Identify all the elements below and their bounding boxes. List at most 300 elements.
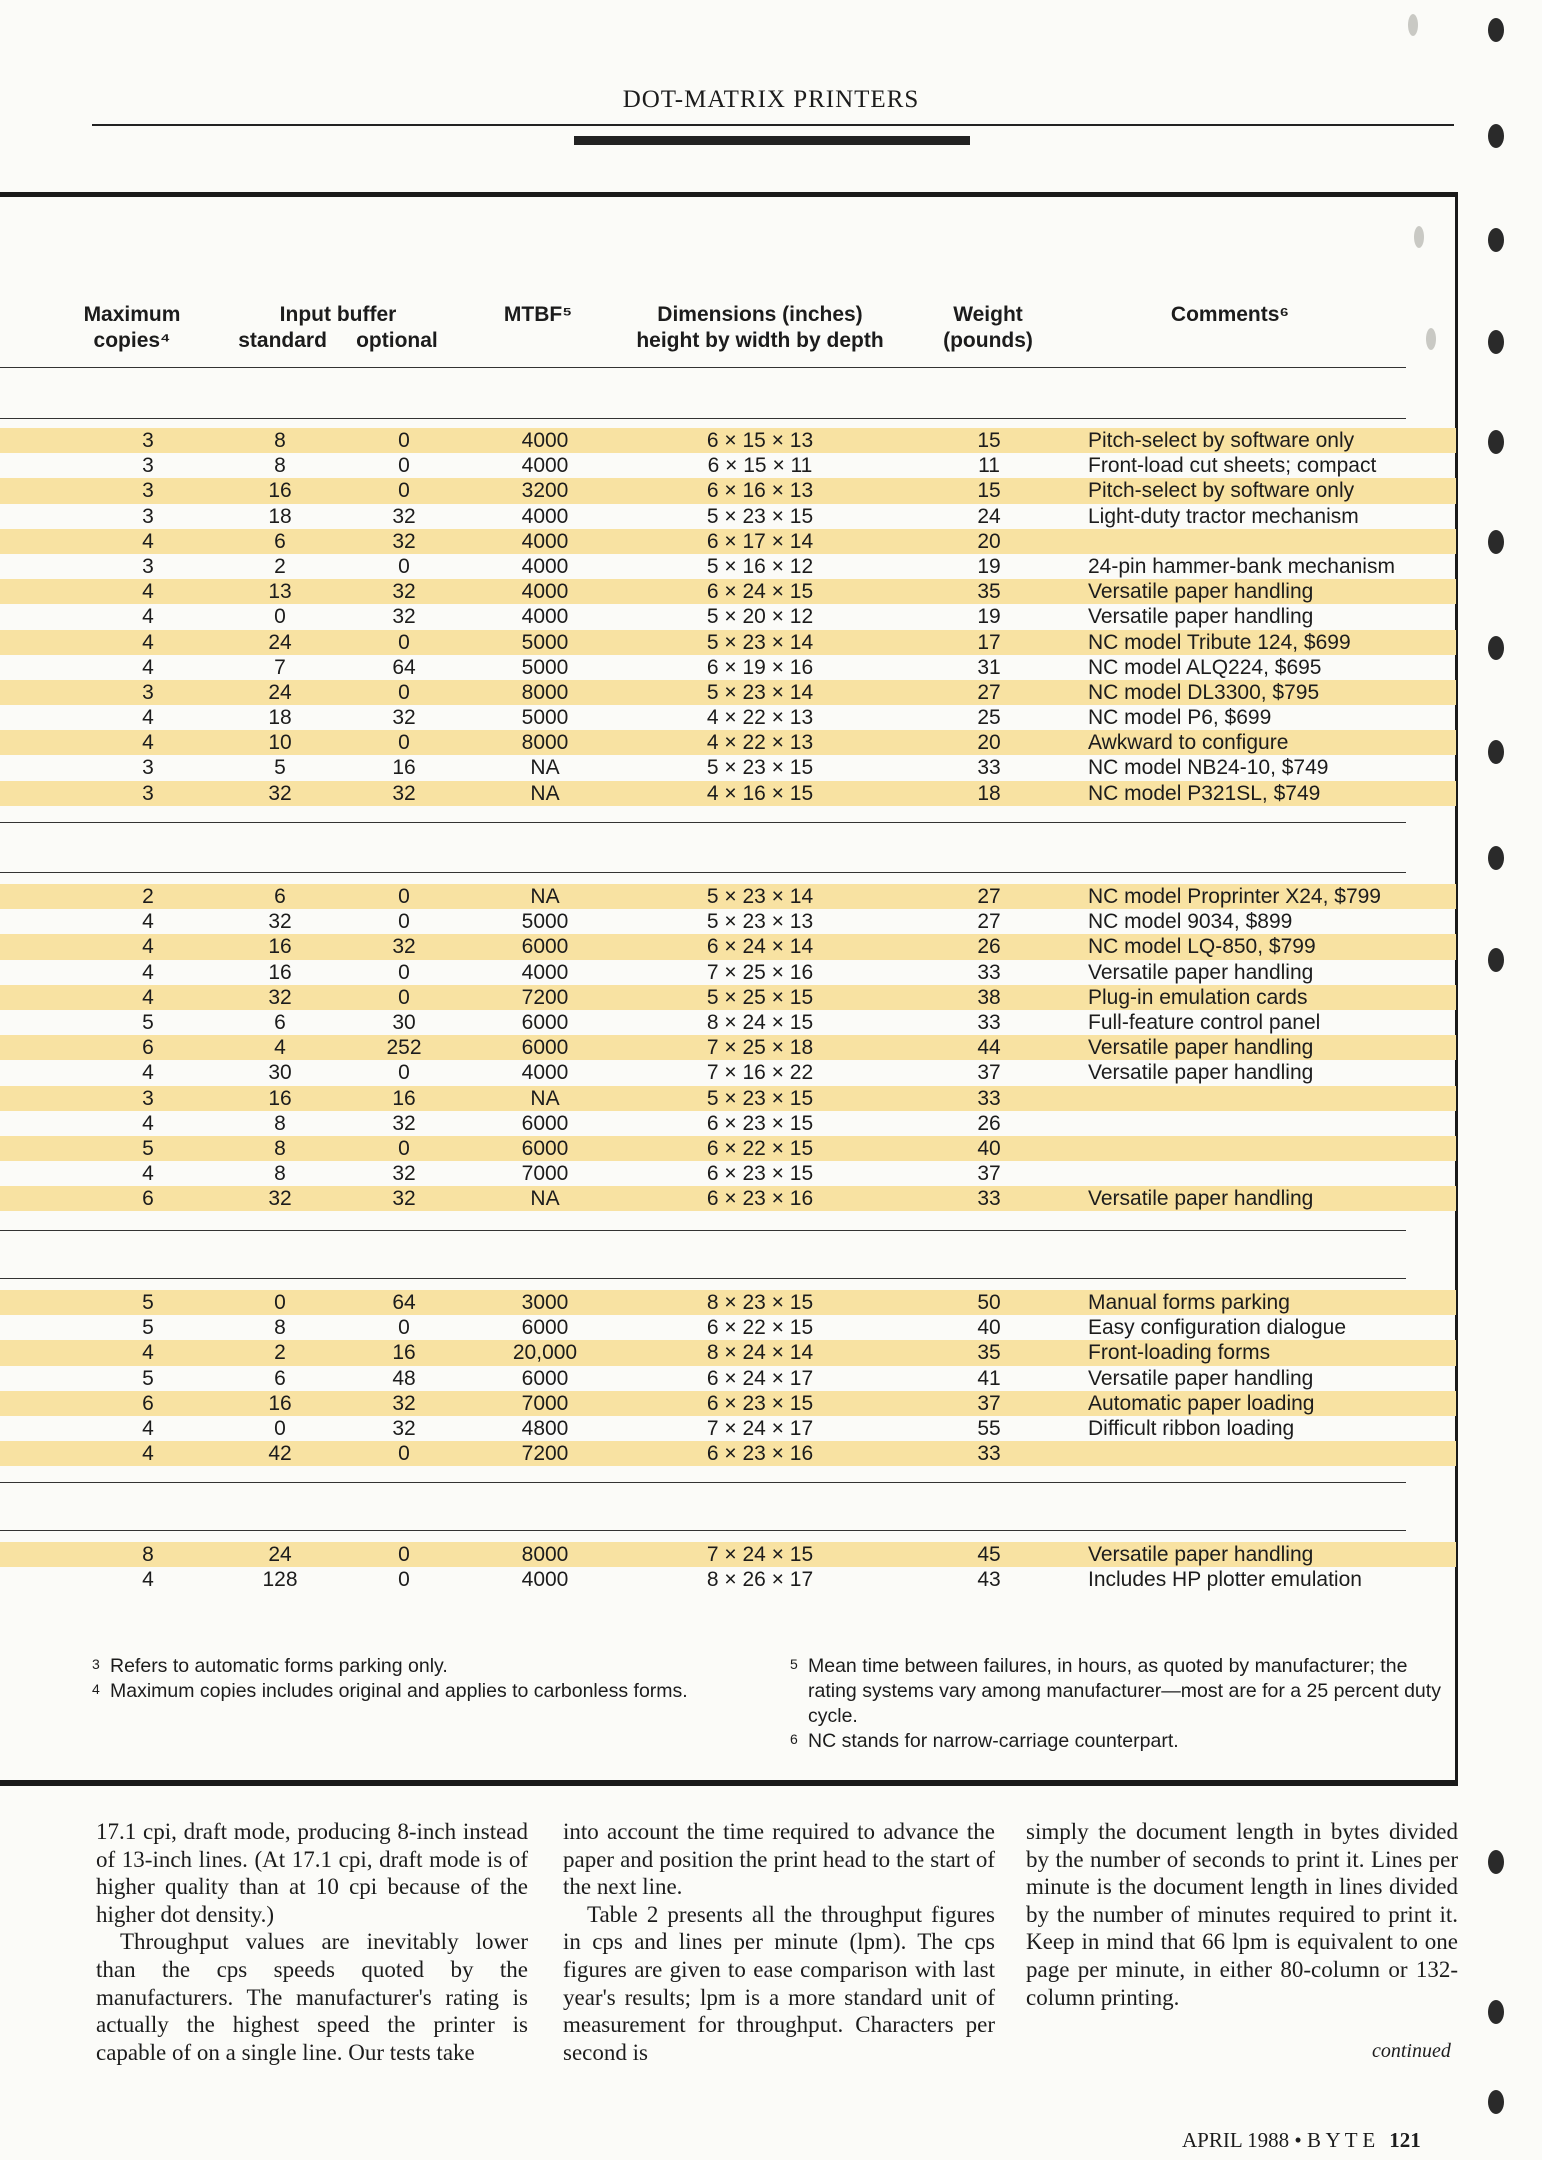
- cell-dimensions: 7 × 16 × 22: [706, 1061, 814, 1085]
- cell-dimensions: 6 × 22 × 15: [706, 1136, 814, 1160]
- cell-weight: 27: [977, 910, 1001, 934]
- binder-hole: [1488, 1850, 1504, 1874]
- cell-max-copies: 3: [142, 504, 154, 528]
- cell-buffer-standard: 16: [268, 1086, 292, 1110]
- cell-weight: 24: [977, 504, 1001, 528]
- cell-comments: 24-pin hammer-bank mechanism: [1088, 554, 1395, 578]
- body-paragraph: 17.1 cpi, draft mode, producing 8-inch instead of 13-inch lines. (At 17.1 cpi, draft mode is of higher quality than at 10 cpi because of the higher dot density.): [96, 1819, 528, 1927]
- cell-buffer-optional: 0: [398, 429, 410, 452]
- cell-mtbf: 3000: [521, 1291, 569, 1314]
- cell-weight: 44: [977, 1036, 1001, 1060]
- table-row: [0, 604, 1456, 629]
- cell-comments: Versatile paper handling: [1088, 1061, 1314, 1085]
- cell-weight: 26: [977, 935, 1001, 959]
- cell-mtbf: 6000: [521, 1136, 569, 1160]
- cell-dimensions: 4 × 16 × 15: [706, 781, 814, 805]
- col-header-comments: Comments⁶: [1170, 303, 1290, 326]
- cell-weight: 19: [977, 554, 1001, 578]
- cell-buffer-standard: 0: [274, 605, 286, 629]
- cell-buffer-optional: 0: [398, 680, 410, 704]
- cell-buffer-standard: 128: [262, 1568, 298, 1592]
- cell-comments: NC model DL3300, $795: [1088, 680, 1320, 704]
- table-row: [0, 630, 1456, 655]
- cell-buffer-optional: 32: [392, 935, 416, 959]
- cell-dimensions: 6 × 24 × 17: [706, 1366, 814, 1390]
- cell-weight: 37: [977, 1391, 1001, 1415]
- cell-dimensions: 5 × 23 × 15: [706, 504, 814, 528]
- cell-comments: Versatile paper handling: [1088, 960, 1314, 984]
- cell-weight: 38: [977, 985, 1001, 1009]
- cell-buffer-optional: 64: [392, 655, 416, 679]
- cell-weight: 19: [977, 605, 1001, 629]
- cell-max-copies: 4: [142, 1111, 154, 1135]
- cell-buffer-standard: 6: [274, 885, 286, 908]
- cell-buffer-optional: 252: [386, 1036, 422, 1060]
- table-row: [0, 934, 1456, 959]
- cell-max-copies: 4: [142, 1442, 154, 1466]
- cell-max-copies: 3: [142, 479, 154, 503]
- cell-dimensions: 5 × 23 × 13: [706, 910, 814, 934]
- cell-weight: 41: [977, 1366, 1001, 1390]
- table-row: [0, 705, 1456, 730]
- binder-shadow: [1414, 226, 1424, 248]
- binder-hole: [1488, 2000, 1504, 2024]
- cell-dimensions: 7 × 24 × 17: [706, 1416, 814, 1440]
- cell-comments: NC model LQ-850, $799: [1088, 935, 1316, 959]
- cell-comments: NC model Tribute 124, $699: [1088, 630, 1351, 654]
- cell-mtbf: 5000: [521, 630, 569, 654]
- cell-buffer-standard: 0: [274, 1416, 286, 1440]
- cell-buffer-standard: 30: [268, 1061, 292, 1085]
- cell-buffer-optional: 32: [392, 1111, 416, 1135]
- cell-buffer-standard: 8: [274, 1162, 286, 1186]
- footnotes-right: [790, 1654, 1450, 1754]
- table-row: [0, 781, 1456, 806]
- cell-dimensions: 5 × 16 × 12: [706, 554, 814, 578]
- cell-mtbf: 4000: [521, 605, 569, 629]
- cell-mtbf: 7200: [521, 985, 569, 1009]
- table-bottom-rule: [0, 1780, 1458, 1786]
- cell-max-copies: 3: [142, 680, 154, 704]
- footnotes-left: [92, 1654, 772, 1704]
- cell-mtbf: NA: [530, 756, 560, 780]
- table-row: [0, 1136, 1456, 1161]
- cell-max-copies: 6: [142, 1391, 154, 1415]
- cell-mtbf: 8000: [521, 680, 569, 704]
- cell-max-copies: 4: [142, 960, 154, 984]
- cell-buffer-optional: 32: [392, 529, 416, 553]
- cell-dimensions: 5 × 23 × 15: [706, 1086, 814, 1110]
- cell-max-copies: 4: [142, 910, 154, 934]
- col-header-copies: Maximum copies⁴: [83, 303, 181, 352]
- cell-mtbf: 6000: [521, 935, 569, 959]
- cell-weight: 27: [977, 680, 1001, 704]
- cell-comments: Pitch-select by software only: [1088, 479, 1355, 503]
- cell-buffer-standard: 32: [268, 781, 292, 805]
- cell-buffer-standard: 16: [268, 1391, 292, 1415]
- col-header-dimensions: Dimensions (inches) height by width by depth: [636, 303, 884, 352]
- table-row: [0, 1060, 1456, 1085]
- cell-max-copies: 2: [142, 885, 154, 908]
- table-row: [0, 1010, 1456, 1035]
- cell-comments: Pitch-select by software only: [1088, 429, 1355, 452]
- cell-max-copies: 5: [142, 1316, 154, 1340]
- cell-buffer-optional: 16: [392, 1086, 416, 1110]
- footnote-3: 3 Refers to automatic forms parking only.: [92, 1655, 448, 1677]
- cell-dimensions: 5 × 23 × 14: [706, 885, 814, 908]
- binder-hole: [1488, 636, 1504, 660]
- cell-dimensions: 6 × 23 × 16: [706, 1187, 814, 1211]
- page-footer: [1182, 2128, 1421, 2153]
- cell-comments: Versatile paper handling: [1088, 580, 1314, 604]
- cell-dimensions: 6 × 23 × 15: [706, 1391, 814, 1415]
- cell-mtbf: 6000: [521, 1111, 569, 1135]
- cell-dimensions: 5 × 23 × 14: [706, 680, 814, 704]
- cell-max-copies: 4: [142, 935, 154, 959]
- cell-buffer-standard: 2: [274, 554, 286, 578]
- cell-mtbf: 5000: [521, 706, 569, 730]
- cell-weight: 50: [977, 1291, 1001, 1314]
- cell-max-copies: 3: [142, 454, 154, 478]
- cell-buffer-standard: 8: [274, 1316, 286, 1340]
- binder-hole: [1488, 530, 1504, 554]
- cell-buffer-optional: 0: [398, 630, 410, 654]
- cell-weight: 37: [977, 1061, 1001, 1085]
- table-row: [0, 1366, 1456, 1391]
- table-row: [0, 453, 1456, 478]
- binder-hole: [1488, 846, 1504, 870]
- cell-buffer-standard: 2: [274, 1341, 286, 1365]
- cell-dimensions: 6 × 19 × 16: [706, 655, 814, 679]
- footnote-5: 5 Mean time between failures, in hours, as quoted by manufacturer; the rating systems vary among manufacturer—most are for a 25 percent duty cycle.: [790, 1655, 1441, 1727]
- cell-buffer-optional: 32: [392, 580, 416, 604]
- table-row: [0, 755, 1456, 780]
- cell-max-copies: 4: [142, 1568, 154, 1592]
- body-column-1: [96, 1818, 528, 2066]
- cell-mtbf: 3200: [521, 479, 569, 503]
- cell-dimensions: 8 × 24 × 15: [706, 1010, 814, 1034]
- cell-buffer-optional: 0: [398, 554, 410, 578]
- cell-weight: 35: [977, 1341, 1001, 1365]
- cell-max-copies: 3: [142, 554, 154, 578]
- cell-dimensions: 5 × 20 × 12: [706, 605, 814, 629]
- cell-mtbf: 8000: [521, 1543, 569, 1566]
- cell-dimensions: 8 × 26 × 17: [706, 1568, 814, 1592]
- cell-buffer-standard: 16: [268, 960, 292, 984]
- cell-buffer-standard: 32: [268, 910, 292, 934]
- cell-buffer-standard: 32: [268, 1187, 292, 1211]
- cell-dimensions: 6 × 17 × 14: [706, 529, 814, 553]
- cell-buffer-standard: 24: [268, 680, 292, 704]
- cell-comments: NC model P321SL, $749: [1088, 781, 1321, 805]
- cell-comments: NC model P6, $699: [1088, 706, 1272, 730]
- cell-buffer-standard: 6: [274, 1366, 286, 1390]
- cell-max-copies: 6: [142, 1187, 154, 1211]
- cell-weight: 25: [977, 706, 1001, 730]
- cell-buffer-standard: 24: [268, 630, 292, 654]
- cell-buffer-optional: 30: [392, 1010, 416, 1034]
- table-row: [0, 554, 1456, 579]
- cell-buffer-standard: 42: [268, 1442, 292, 1466]
- cell-mtbf: 6000: [521, 1010, 569, 1034]
- table-row: [0, 1161, 1456, 1186]
- binder-hole: [1488, 228, 1504, 252]
- cell-comments: NC model 9034, $899: [1088, 910, 1293, 934]
- cell-weight: 40: [977, 1136, 1001, 1160]
- cell-buffer-optional: 32: [392, 781, 416, 805]
- cell-buffer-optional: 0: [398, 985, 410, 1009]
- cell-comments: Light-duty tractor mechanism: [1088, 504, 1359, 528]
- cell-weight: 31: [977, 655, 1001, 679]
- cell-weight: 15: [977, 429, 1001, 452]
- table-top-rule: [0, 192, 1458, 197]
- cell-max-copies: 6: [142, 1036, 154, 1060]
- table-row: [0, 960, 1456, 985]
- cell-buffer-standard: 18: [268, 504, 292, 528]
- cell-max-copies: 3: [142, 429, 154, 452]
- cell-comments: Versatile paper handling: [1088, 1036, 1314, 1060]
- table-row: [0, 1290, 1456, 1315]
- cell-max-copies: 4: [142, 731, 154, 755]
- cell-dimensions: 4 × 22 × 13: [706, 706, 814, 730]
- cell-dimensions: 8 × 24 × 14: [706, 1341, 814, 1365]
- binder-hole: [1488, 330, 1504, 354]
- cell-buffer-optional: 32: [392, 706, 416, 730]
- cell-max-copies: 4: [142, 529, 154, 553]
- cell-comments: Includes HP plotter emulation: [1088, 1568, 1362, 1592]
- col-header-weight: Weight (pounds): [943, 303, 1033, 352]
- cell-max-copies: 3: [142, 756, 154, 780]
- cell-weight: 55: [977, 1416, 1001, 1440]
- footnote-6: 6 NC stands for narrow-carriage counterpart.: [790, 1730, 1179, 1752]
- cell-dimensions: 6 × 22 × 15: [706, 1316, 814, 1340]
- table-row: [0, 504, 1456, 529]
- cell-buffer-standard: 8: [274, 429, 286, 452]
- table-row: [0, 680, 1456, 705]
- cell-buffer-optional: 32: [392, 1416, 416, 1440]
- cell-weight: 35: [977, 580, 1001, 604]
- cell-buffer-optional: 0: [398, 1061, 410, 1085]
- cell-mtbf: NA: [530, 781, 560, 805]
- cell-buffer-standard: 6: [274, 529, 286, 553]
- cell-mtbf: 7000: [521, 1162, 569, 1186]
- header-rule: [92, 124, 1454, 126]
- cell-buffer-optional: 0: [398, 910, 410, 934]
- binder-shadow: [1408, 14, 1418, 36]
- cell-comments: Versatile paper handling: [1088, 1366, 1314, 1390]
- cell-buffer-optional: 0: [398, 454, 410, 478]
- cell-comments: Awkward to configure: [1088, 731, 1289, 755]
- cell-weight: 43: [977, 1568, 1001, 1592]
- cell-buffer-standard: 24: [268, 1543, 292, 1566]
- cell-dimensions: 5 × 23 × 14: [706, 630, 814, 654]
- cell-buffer-standard: 6: [274, 1010, 286, 1034]
- cell-buffer-optional: 16: [392, 1341, 416, 1365]
- cell-mtbf: 4000: [521, 454, 569, 478]
- cell-max-copies: 5: [142, 1136, 154, 1160]
- cell-buffer-standard: 16: [268, 935, 292, 959]
- table-row: [0, 1441, 1456, 1466]
- cell-dimensions: 6 × 24 × 14: [706, 935, 814, 959]
- cell-weight: 33: [977, 1442, 1001, 1466]
- cell-mtbf: 6000: [521, 1366, 569, 1390]
- body-paragraph: Table 2 presents all the throughput figures in cps and lines per minute (lpm). The cps figures are given to ease comparison with last year's results; lpm is a more standard unit of measurement for throughput. Characters per second is: [563, 1901, 995, 2065]
- cell-dimensions: 6 × 23 × 15: [706, 1162, 814, 1186]
- body-paragraph: into account the time required to advance the paper and position the print head to the start of the next line.: [563, 1819, 995, 1900]
- cell-max-copies: 4: [142, 706, 154, 730]
- cell-buffer-standard: 32: [268, 985, 292, 1009]
- cell-comments: NC model ALQ224, $695: [1088, 655, 1322, 679]
- cell-buffer-standard: 16: [268, 479, 292, 503]
- cell-mtbf: 4000: [521, 429, 569, 452]
- cell-buffer-optional: 32: [392, 605, 416, 629]
- cell-buffer-optional: 32: [392, 1391, 416, 1415]
- cell-max-copies: 4: [142, 605, 154, 629]
- body-column-3: [1026, 1818, 1458, 2011]
- cell-buffer-standard: 5: [274, 756, 286, 780]
- cell-buffer-optional: 0: [398, 885, 410, 908]
- cell-weight: 33: [977, 1086, 1001, 1110]
- cell-max-copies: 4: [142, 1162, 154, 1186]
- cell-comments: Easy configuration dialogue: [1088, 1316, 1347, 1340]
- table-row: [0, 1086, 1456, 1111]
- cell-max-copies: 4: [142, 1416, 154, 1440]
- cell-comments: Versatile paper handling: [1088, 1187, 1314, 1211]
- cell-dimensions: 6 × 15 × 11: [707, 454, 813, 478]
- cell-weight: 33: [977, 960, 1001, 984]
- cell-mtbf: 7200: [521, 1442, 569, 1466]
- table-row: [0, 1416, 1456, 1441]
- cell-mtbf: 4800: [521, 1416, 569, 1440]
- cell-weight: 26: [977, 1111, 1001, 1135]
- cell-dimensions: 5 × 25 × 15: [706, 985, 814, 1009]
- cell-comments: Plug-in emulation cards: [1088, 985, 1308, 1009]
- cell-buffer-optional: 0: [398, 1568, 410, 1592]
- cell-max-copies: 4: [142, 985, 154, 1009]
- cell-mtbf: 4000: [521, 1568, 569, 1592]
- cell-mtbf: 6000: [521, 1316, 569, 1340]
- col-header-input-buffer: Input buffer standard optional: [238, 303, 438, 352]
- cell-max-copies: 4: [142, 655, 154, 679]
- table-row: [0, 1542, 1456, 1567]
- cell-dimensions: 5 × 23 × 15: [706, 756, 814, 780]
- header-rule-bottom: [0, 367, 1406, 368]
- binder-hole: [1488, 18, 1504, 42]
- cell-mtbf: 4000: [521, 1061, 569, 1085]
- cell-buffer-optional: 16: [392, 756, 416, 780]
- cell-comments: NC model NB24-10, $749: [1088, 756, 1329, 780]
- cell-mtbf: NA: [530, 1086, 560, 1110]
- cell-comments: Versatile paper handling: [1088, 1543, 1314, 1566]
- cell-comments: Automatic paper loading: [1088, 1391, 1315, 1415]
- cell-dimensions: 6 × 23 × 15: [706, 1111, 814, 1135]
- footer-issue: APRIL 1988 • B Y T E: [1182, 2128, 1376, 2152]
- cell-weight: 33: [977, 1010, 1001, 1034]
- cell-mtbf: 4000: [521, 554, 569, 578]
- col-header-mtbf: MTBF⁵: [503, 303, 573, 326]
- cell-buffer-optional: 0: [398, 960, 410, 984]
- cell-mtbf: 4000: [521, 529, 569, 553]
- cell-mtbf: 8000: [521, 731, 569, 755]
- cell-buffer-standard: 18: [268, 706, 292, 730]
- cell-buffer-optional: 0: [398, 479, 410, 503]
- table-row: [0, 1315, 1456, 1340]
- cell-buffer-standard: 8: [274, 1136, 286, 1160]
- table-row: [0, 1340, 1456, 1365]
- cell-weight: 33: [977, 1187, 1001, 1211]
- cell-comments: Difficult ribbon loading: [1088, 1416, 1295, 1440]
- cell-comments: NC model Proprinter X24, $799: [1088, 885, 1381, 908]
- page-header-title: DOT-MATRIX PRINTERS: [622, 86, 920, 113]
- cell-dimensions: 6 × 16 × 13: [706, 479, 814, 503]
- cell-buffer-optional: 32: [392, 504, 416, 528]
- body-paragraph: Throughput values are inevitably lower than the cps speeds quoted by the manufacturers. The manufacturer's rating is actually the highest speed the printer is capable of on a single line. Our tests take: [96, 1929, 528, 2065]
- table-row: [0, 1186, 1456, 1211]
- cell-buffer-optional: 0: [398, 1316, 410, 1340]
- cell-dimensions: 7 × 24 × 15: [706, 1543, 814, 1566]
- cell-dimensions: 7 × 25 × 16: [706, 960, 814, 984]
- cell-mtbf: 5000: [521, 910, 569, 934]
- cell-comments: Manual forms parking: [1088, 1291, 1290, 1314]
- cell-comments: Full-feature control panel: [1088, 1010, 1321, 1034]
- binder-hole: [1488, 430, 1504, 454]
- cell-buffer-standard: 8: [274, 454, 286, 478]
- cell-weight: 37: [977, 1162, 1001, 1186]
- cell-weight: 17: [977, 630, 1001, 654]
- cell-buffer-optional: 0: [398, 1136, 410, 1160]
- footnote-4: 4 Maximum copies includes original and applies to carbonless forms.: [92, 1680, 688, 1702]
- table-row: [0, 1391, 1456, 1416]
- body-paragraph: simply the document length in bytes divided by the number of seconds to print it. Lines per minute is the document length in lines divided by the number of minutes required to print it. Keep in mind that 66 lpm is equivalent to one page per minute, in either 80-column or 132-column printing.: [1026, 1819, 1458, 2010]
- cell-max-copies: 4: [142, 580, 154, 604]
- cell-dimensions: 7 × 25 × 18: [706, 1036, 814, 1060]
- cell-weight: 20: [977, 529, 1001, 553]
- binder-hole: [1488, 948, 1504, 972]
- continued-note: continued: [1372, 2040, 1451, 2062]
- cell-weight: 15: [977, 479, 1001, 503]
- cell-comments: Front-loading forms: [1088, 1341, 1271, 1365]
- cell-buffer-standard: 7: [274, 655, 286, 679]
- table-row: [0, 730, 1456, 755]
- cell-buffer-optional: 48: [392, 1366, 416, 1390]
- binder-hole: [1488, 740, 1504, 764]
- table-row: [0, 1035, 1456, 1060]
- cell-dimensions: 6 × 15 × 13: [706, 429, 814, 452]
- cell-dimensions: 8 × 23 × 15: [706, 1291, 814, 1314]
- cell-buffer-standard: 8: [274, 1111, 286, 1135]
- cell-buffer-standard: 10: [268, 731, 292, 755]
- cell-mtbf: 20,000: [512, 1341, 578, 1365]
- cell-weight: 18: [977, 781, 1001, 805]
- cell-buffer-optional: 0: [398, 1442, 410, 1466]
- cell-max-copies: 4: [142, 1061, 154, 1085]
- binder-hole: [1488, 2090, 1504, 2114]
- cell-buffer-optional: 32: [392, 1187, 416, 1211]
- cell-buffer-standard: 0: [274, 1291, 286, 1314]
- cell-max-copies: 5: [142, 1366, 154, 1390]
- binder-shadow: [1426, 328, 1436, 350]
- cell-max-copies: 3: [142, 1086, 154, 1110]
- cell-max-copies: 5: [142, 1291, 154, 1314]
- cell-weight: 27: [977, 885, 1001, 908]
- cell-buffer-standard: 13: [268, 580, 292, 604]
- body-column-2: [563, 1818, 995, 2066]
- table-row: [0, 428, 1456, 453]
- table-row: [0, 655, 1456, 680]
- cell-mtbf: 7000: [521, 1391, 569, 1415]
- cell-comments: Front-load cut sheets; compact: [1088, 454, 1377, 478]
- cell-dimensions: 6 × 23 × 16: [706, 1442, 814, 1466]
